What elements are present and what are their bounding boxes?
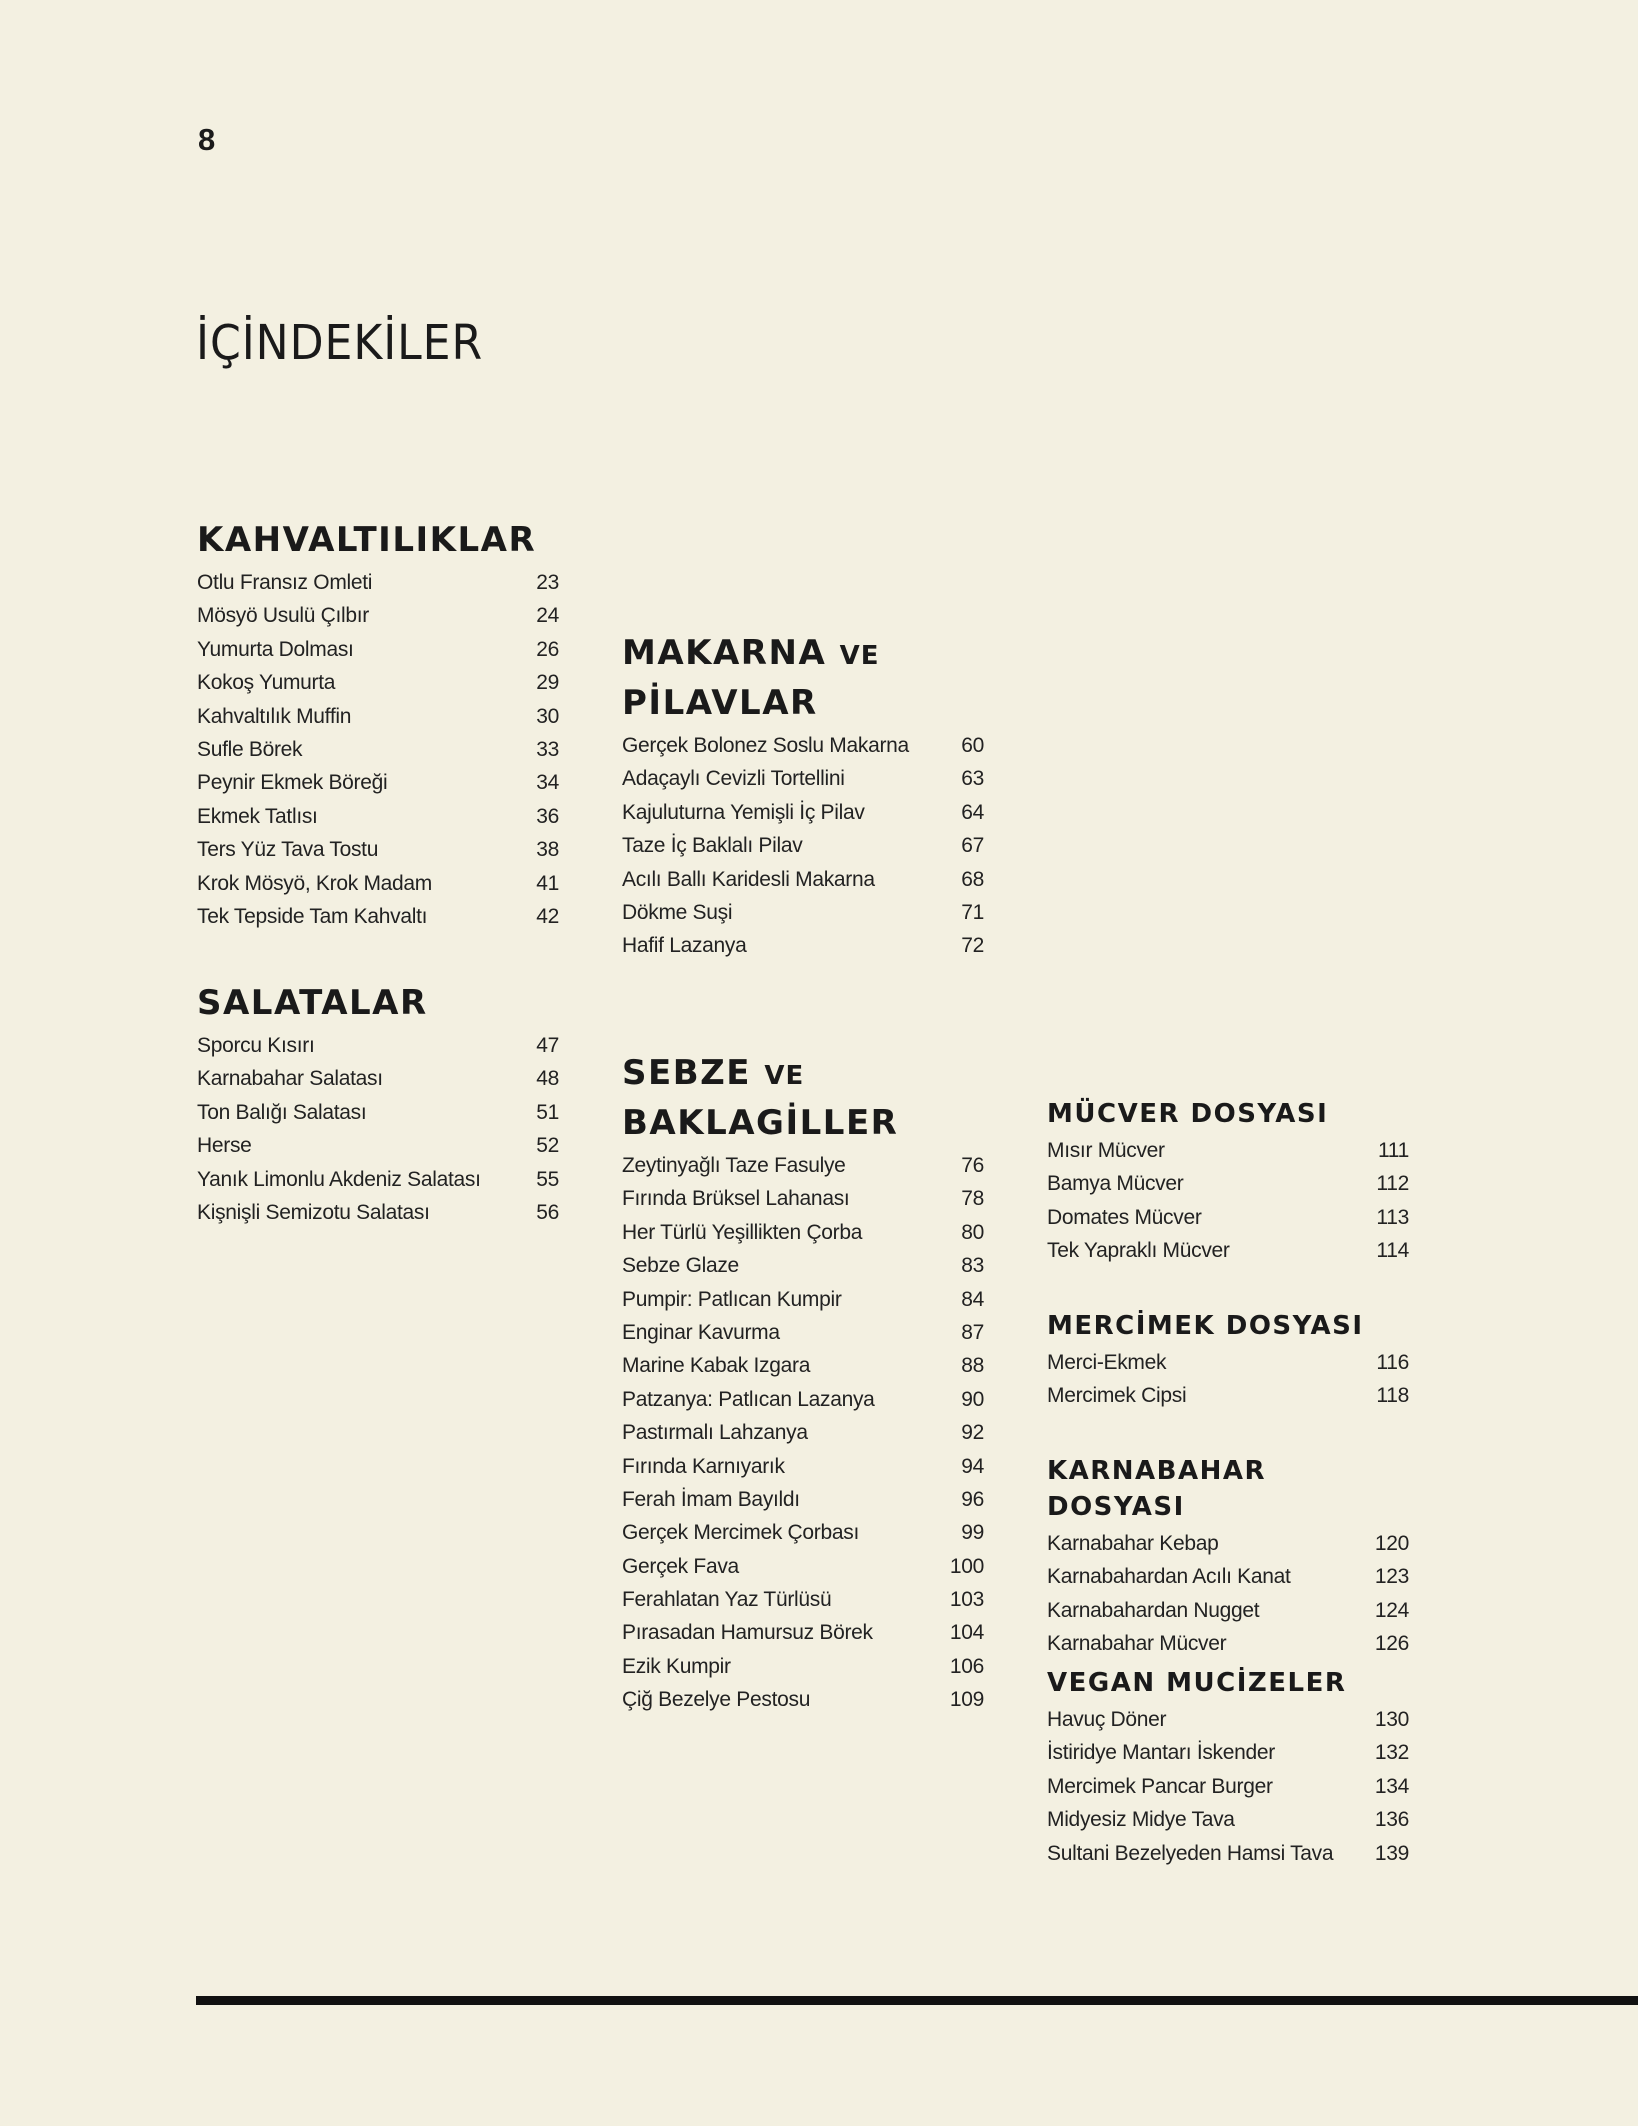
title-line1: MAKARNA bbox=[622, 633, 827, 673]
toc-entry[interactable] bbox=[197, 1034, 559, 1067]
toc-entry[interactable] bbox=[197, 671, 559, 704]
entry-name: Taze İç Baklalı Pilav bbox=[622, 834, 803, 858]
entry-page-number: 100 bbox=[949, 1554, 984, 1578]
entry-name: Kahvaltılık Muffin bbox=[197, 704, 352, 728]
entry-name: Tek Tepside Tam Kahvaltı bbox=[197, 904, 428, 928]
entry-name: Çiğ Bezelye Pestosu bbox=[622, 1688, 811, 1712]
toc-entry[interactable] bbox=[622, 1688, 984, 1721]
entry-page-number: 87 bbox=[961, 1320, 984, 1344]
entry-name: Havuç Döner bbox=[1047, 1708, 1167, 1731]
entry-name: Fırında Brüksel Lahanası bbox=[622, 1187, 850, 1211]
entry-page-number: 67 bbox=[961, 834, 984, 858]
entry-page-number: 136 bbox=[1374, 1808, 1409, 1832]
toc-entry[interactable] bbox=[1047, 1206, 1409, 1239]
entry-name: Mercimek Cipsi bbox=[1047, 1384, 1187, 1408]
toc-entry[interactable] bbox=[622, 1288, 984, 1321]
toc-entry[interactable] bbox=[622, 934, 984, 967]
entry-page-number: 132 bbox=[1374, 1741, 1409, 1765]
toc-entry[interactable] bbox=[197, 1134, 559, 1167]
toc-entry[interactable] bbox=[1047, 1384, 1409, 1417]
title-line2: BAKLAGİLLER bbox=[622, 1103, 899, 1143]
title-ve: VE bbox=[764, 1061, 805, 1091]
entry-name: Krok Mösyö, Krok Madam bbox=[197, 871, 432, 895]
entry-name: Zeytinyağlı Taze Fasulye bbox=[622, 1154, 846, 1177]
toc-entry[interactable] bbox=[622, 801, 984, 834]
entry-page-number: 38 bbox=[536, 838, 559, 862]
entry-name: Ferah İmam Bayıldı bbox=[622, 1487, 800, 1511]
entry-page-number: 48 bbox=[536, 1067, 559, 1091]
toc-entry[interactable] bbox=[622, 901, 984, 934]
entry-list bbox=[1047, 1139, 1409, 1273]
entry-name: Kajuluturna Yemişli İç Pilav bbox=[622, 800, 865, 824]
entry-page-number: 83 bbox=[961, 1254, 984, 1278]
toc-entry[interactable] bbox=[622, 1421, 984, 1454]
toc-entry[interactable] bbox=[197, 1101, 559, 1134]
entry-name: Peynir Ekmek Böreği bbox=[197, 771, 388, 795]
entry-page-number: 71 bbox=[961, 900, 984, 924]
entry-name: Ferahlatan Yaz Türlüsü bbox=[622, 1588, 832, 1612]
entry-page-number: 29 bbox=[536, 671, 559, 695]
entry-name: Kokoş Yumurta bbox=[197, 671, 336, 695]
toc-entry[interactable] bbox=[622, 767, 984, 800]
toc-entry[interactable] bbox=[197, 638, 559, 671]
toc-entry[interactable] bbox=[1047, 1239, 1409, 1272]
toc-entry[interactable] bbox=[197, 805, 559, 838]
entry-page-number: 64 bbox=[961, 800, 984, 824]
entry-page-number: 103 bbox=[949, 1588, 984, 1612]
entry-page-number: 41 bbox=[536, 871, 559, 895]
entry-page-number: 68 bbox=[961, 867, 984, 891]
entry-name: Mösyö Usulü Çılbır bbox=[197, 604, 369, 628]
toc-entry[interactable] bbox=[622, 1154, 984, 1187]
toc-entry[interactable] bbox=[622, 1488, 984, 1521]
entry-name: Her Türlü Yeşillikten Çorba bbox=[622, 1220, 863, 1244]
entry-page-number: 56 bbox=[536, 1200, 559, 1224]
entry-name: Karnabahardan Nugget bbox=[1047, 1598, 1260, 1622]
entry-name: Gerçek Mercimek Çorbası bbox=[622, 1521, 859, 1545]
entry-page-number: 139 bbox=[1374, 1841, 1409, 1865]
section-title: KAHVALTILIKLAR bbox=[197, 520, 537, 560]
page-title: İÇİNDEKİLER bbox=[196, 315, 484, 371]
title-line2: PİLAVLAR bbox=[622, 683, 818, 723]
entry-page-number: 113 bbox=[1376, 1205, 1409, 1229]
section-karnabahar-dosyasi bbox=[1047, 1453, 1409, 1666]
entry-page-number: 24 bbox=[536, 604, 559, 628]
toc-entry[interactable] bbox=[1047, 1632, 1409, 1665]
entry-page-number: 120 bbox=[1374, 1532, 1409, 1555]
section-salatalar bbox=[197, 980, 559, 1234]
entry-page-number: 84 bbox=[961, 1287, 984, 1311]
entry-page-number: 33 bbox=[536, 737, 559, 761]
entry-name: Herse bbox=[197, 1134, 252, 1158]
entry-name: Ters Yüz Tava Tostu bbox=[197, 838, 379, 862]
entry-page-number: 104 bbox=[949, 1621, 984, 1645]
section-kahvaltiliklar bbox=[197, 517, 559, 938]
entry-name: Sultani Bezelyeden Hamsi Tava bbox=[1047, 1841, 1334, 1865]
section-vegan-mucizeler bbox=[1047, 1665, 1409, 1875]
toc-entry[interactable] bbox=[197, 838, 559, 871]
section-mucver-dosyasi bbox=[1047, 1096, 1409, 1273]
entry-name: İstiridye Mantarı İskender bbox=[1047, 1741, 1275, 1765]
toc-entry[interactable] bbox=[622, 1254, 984, 1287]
entry-name: Patzanya: Patlıcan Lazanya bbox=[622, 1387, 875, 1411]
section-title: SALATALAR bbox=[197, 983, 428, 1023]
entry-list bbox=[622, 1154, 984, 1722]
entry-name: Enginar Kavurma bbox=[622, 1320, 780, 1344]
toc-entry[interactable] bbox=[622, 1555, 984, 1588]
entry-name: Adaçaylı Cevizli Tortellini bbox=[622, 767, 845, 791]
section-title bbox=[622, 630, 984, 727]
entry-page-number: 76 bbox=[961, 1154, 984, 1177]
entry-page-number: 72 bbox=[961, 934, 984, 958]
toc-entry[interactable] bbox=[1047, 1842, 1409, 1875]
entry-page-number: 63 bbox=[961, 767, 984, 791]
entry-name: Karnabahar Kebap bbox=[1047, 1532, 1219, 1555]
entry-name: Gerçek Bolonez Soslu Makarna bbox=[622, 734, 909, 757]
title-line1: SEBZE bbox=[622, 1053, 752, 1093]
entry-list bbox=[1047, 1351, 1409, 1418]
entry-page-number: 111 bbox=[1377, 1139, 1409, 1162]
entry-name: Pastırmalı Lahzanya bbox=[622, 1421, 808, 1445]
toc-entry[interactable] bbox=[622, 1187, 984, 1220]
entry-page-number: 42 bbox=[536, 904, 559, 928]
toc-entry[interactable] bbox=[622, 734, 984, 767]
entry-page-number: 134 bbox=[1374, 1774, 1409, 1798]
entry-page-number: 112 bbox=[1376, 1172, 1409, 1196]
entry-page-number: 23 bbox=[536, 571, 559, 594]
section-sebze-ve-baklagiller bbox=[622, 1050, 984, 1722]
entry-name: Sporcu Kısırı bbox=[197, 1034, 315, 1057]
entry-page-number: 34 bbox=[536, 771, 559, 795]
toc-entry[interactable] bbox=[1047, 1708, 1409, 1741]
toc-entry[interactable] bbox=[1047, 1775, 1409, 1808]
page-number: 8 bbox=[198, 122, 216, 157]
bottom-rule bbox=[196, 1996, 1638, 2005]
entry-page-number: 118 bbox=[1376, 1384, 1409, 1408]
entry-page-number: 90 bbox=[961, 1387, 984, 1411]
entry-name: Karnabahar Mücver bbox=[1047, 1632, 1227, 1656]
entry-name: Hafif Lazanya bbox=[622, 934, 747, 958]
entry-name: Ekmek Tatlısı bbox=[197, 804, 318, 828]
section-mercimek-dosyasi bbox=[1047, 1308, 1409, 1418]
entry-page-number: 123 bbox=[1374, 1565, 1409, 1589]
entry-list bbox=[1047, 1532, 1409, 1666]
entry-name: Ton Balığı Salatası bbox=[197, 1100, 367, 1124]
entry-name: Mısır Mücver bbox=[1047, 1139, 1165, 1162]
toc-entry[interactable] bbox=[622, 1521, 984, 1554]
toc-entry[interactable] bbox=[622, 1388, 984, 1421]
entry-page-number: 36 bbox=[536, 804, 559, 828]
entry-name: Sufle Börek bbox=[197, 737, 303, 761]
section-title: MERCİMEK DOSYASI bbox=[1047, 1311, 1364, 1341]
toc-entry[interactable] bbox=[622, 1354, 984, 1387]
entry-page-number: 124 bbox=[1374, 1598, 1409, 1622]
entry-name: Kişnişli Semizotu Salatası bbox=[197, 1200, 430, 1224]
toc-entry[interactable] bbox=[622, 1221, 984, 1254]
toc-entry[interactable] bbox=[197, 738, 559, 771]
entry-name: Gerçek Fava bbox=[622, 1554, 739, 1578]
entry-page-number: 106 bbox=[949, 1654, 984, 1678]
entry-page-number: 126 bbox=[1374, 1632, 1409, 1656]
entry-page-number: 88 bbox=[961, 1354, 984, 1378]
entry-page-number: 114 bbox=[1376, 1239, 1409, 1263]
entry-page-number: 60 bbox=[961, 734, 984, 757]
section-title: VEGAN MUCİZELER bbox=[1047, 1668, 1347, 1698]
toc-entry[interactable] bbox=[622, 868, 984, 901]
entry-list bbox=[622, 734, 984, 968]
entry-page-number: 116 bbox=[1376, 1351, 1409, 1374]
entry-page-number: 94 bbox=[961, 1454, 984, 1478]
entry-page-number: 51 bbox=[536, 1100, 559, 1124]
toc-entry[interactable] bbox=[622, 834, 984, 867]
toc-entry[interactable] bbox=[1047, 1139, 1409, 1172]
entry-page-number: 92 bbox=[961, 1421, 984, 1445]
entry-name: Ezik Kumpir bbox=[622, 1654, 731, 1678]
entry-name: Karnabahardan Acılı Kanat bbox=[1047, 1565, 1291, 1589]
toc-entry[interactable] bbox=[197, 604, 559, 637]
entry-page-number: 130 bbox=[1374, 1708, 1409, 1731]
entry-name: Pırasadan Hamursuz Börek bbox=[622, 1621, 873, 1645]
entry-name: Domates Mücver bbox=[1047, 1205, 1202, 1229]
section-title: MÜCVER DOSYASI bbox=[1047, 1099, 1329, 1129]
section-makarna-ve-pilavlar bbox=[622, 630, 984, 968]
entry-page-number: 109 bbox=[949, 1688, 984, 1712]
entry-name: Dökme Suşi bbox=[622, 900, 733, 924]
entry-name: Sebze Glaze bbox=[622, 1254, 739, 1278]
entry-page-number: 96 bbox=[961, 1487, 984, 1511]
section-title: KARNABAHAR DOSYASI bbox=[1047, 1456, 1267, 1522]
toc-entry[interactable] bbox=[622, 1455, 984, 1488]
entry-name: Pumpir: Patlıcan Kumpir bbox=[622, 1287, 842, 1311]
toc-entry[interactable] bbox=[197, 571, 559, 604]
toc-entry[interactable] bbox=[622, 1655, 984, 1688]
entry-page-number: 99 bbox=[961, 1521, 984, 1545]
entry-page-number: 55 bbox=[536, 1167, 559, 1191]
entry-name: Marine Kabak Izgara bbox=[622, 1354, 811, 1378]
entry-name: Bamya Mücver bbox=[1047, 1172, 1184, 1196]
entry-page-number: 80 bbox=[961, 1220, 984, 1244]
entry-name: Yanık Limonlu Akdeniz Salatası bbox=[197, 1167, 481, 1191]
entry-page-number: 47 bbox=[536, 1034, 559, 1057]
entry-page-number: 30 bbox=[536, 704, 559, 728]
toc-entry[interactable] bbox=[1047, 1172, 1409, 1205]
entry-name: Yumurta Dolması bbox=[197, 637, 354, 661]
toc-entry[interactable] bbox=[197, 1168, 559, 1201]
entry-name: Karnabahar Salatası bbox=[197, 1067, 383, 1091]
entry-page-number: 26 bbox=[536, 637, 559, 661]
toc-entry[interactable] bbox=[197, 771, 559, 804]
toc-entry[interactable] bbox=[197, 705, 559, 738]
toc-entry[interactable] bbox=[197, 872, 559, 905]
toc-entry[interactable] bbox=[1047, 1599, 1409, 1632]
toc-entry[interactable] bbox=[1047, 1351, 1409, 1384]
entry-name: Mercimek Pancar Burger bbox=[1047, 1774, 1273, 1798]
entry-list bbox=[197, 571, 559, 938]
toc-entry[interactable] bbox=[197, 1201, 559, 1234]
entry-list bbox=[197, 1034, 559, 1234]
entry-list bbox=[1047, 1708, 1409, 1875]
toc-entry[interactable] bbox=[622, 1588, 984, 1621]
toc-entry[interactable] bbox=[197, 1067, 559, 1100]
entry-name: Merci-Ekmek bbox=[1047, 1351, 1167, 1374]
toc-entry[interactable] bbox=[622, 1621, 984, 1654]
toc-entry[interactable] bbox=[1047, 1741, 1409, 1774]
section-title bbox=[622, 1050, 984, 1147]
entry-name: Midyesiz Midye Tava bbox=[1047, 1808, 1235, 1832]
toc-entry[interactable] bbox=[1047, 1808, 1409, 1841]
entry-page-number: 52 bbox=[536, 1134, 559, 1158]
toc-entry[interactable] bbox=[1047, 1532, 1409, 1565]
toc-entry[interactable] bbox=[1047, 1565, 1409, 1598]
entry-name: Otlu Fransız Omleti bbox=[197, 571, 373, 594]
title-ve: VE bbox=[839, 641, 880, 671]
entry-name: Tek Yapraklı Mücver bbox=[1047, 1239, 1230, 1263]
entry-name: Fırında Karnıyarık bbox=[622, 1454, 785, 1478]
entry-page-number: 78 bbox=[961, 1187, 984, 1211]
entry-name: Acılı Ballı Karidesli Makarna bbox=[622, 867, 875, 891]
toc-entry[interactable] bbox=[197, 905, 559, 938]
toc-entry[interactable] bbox=[622, 1321, 984, 1354]
